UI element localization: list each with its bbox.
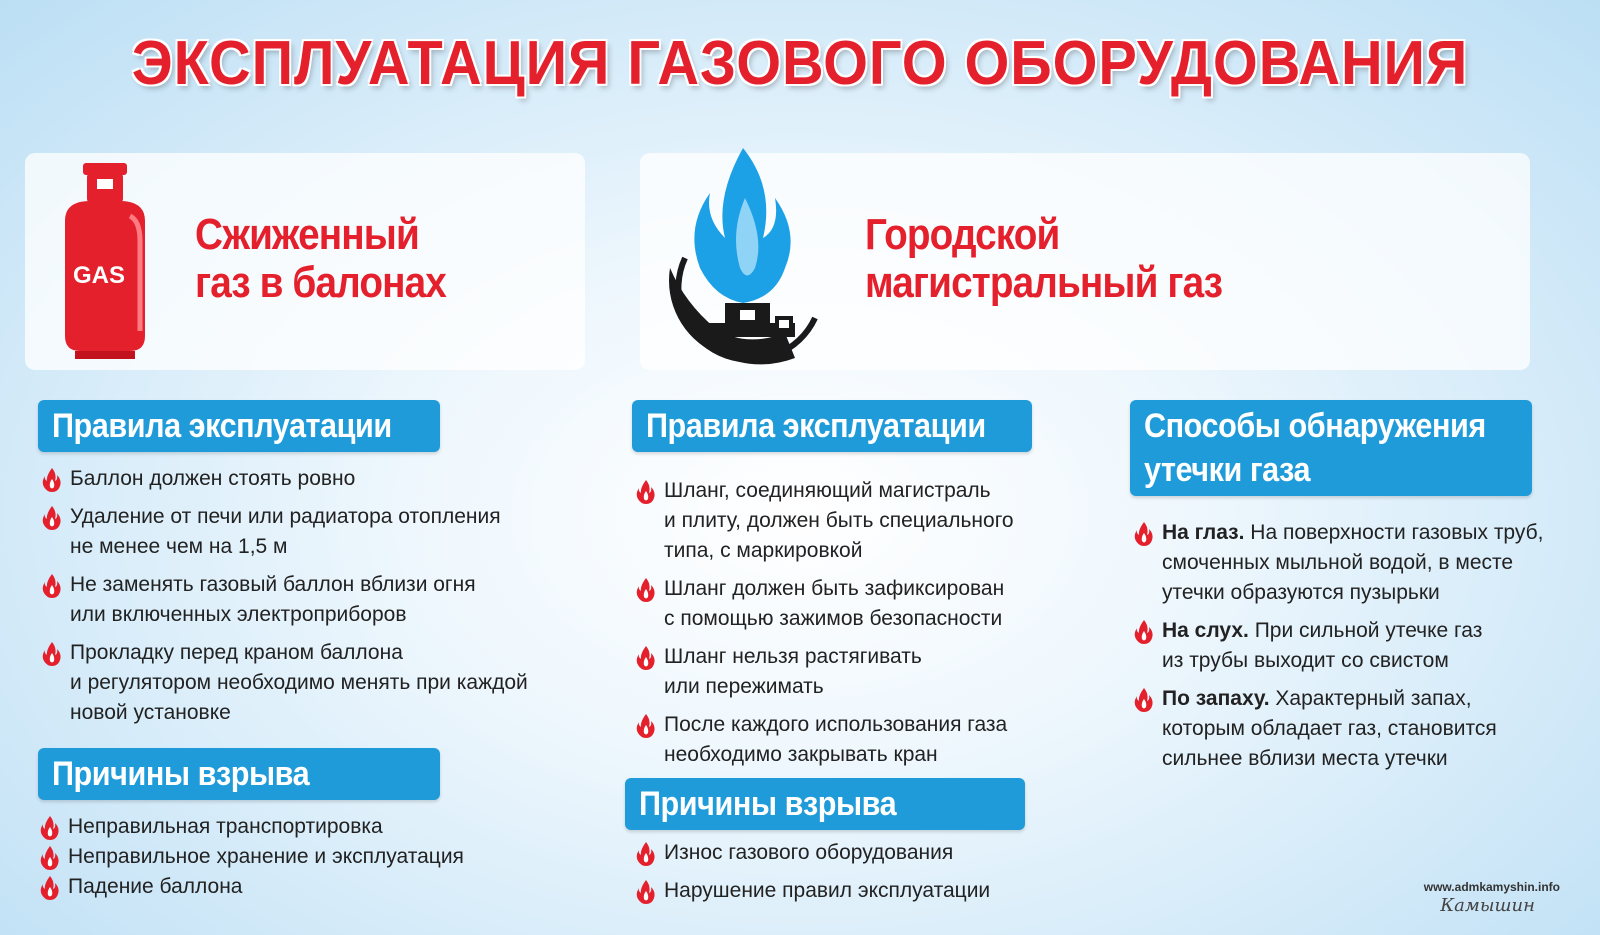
left-causes-header: Причины взрыва	[38, 748, 440, 800]
flame-bullet-icon	[636, 713, 656, 739]
footer-signature: Камышин	[1440, 895, 1535, 916]
list-item-line: или пережимать	[664, 675, 824, 698]
list-item	[632, 642, 1092, 702]
flame-bullet-icon	[636, 645, 656, 671]
flame-bullet-icon	[636, 879, 656, 905]
list-item-line: Шланг, соединяющий магистраль	[664, 479, 991, 502]
left-rules-header: Правила эксплуатации	[38, 400, 440, 452]
detection-method-label: На глаз.	[1162, 521, 1245, 544]
list-item-text: Неправильная транспортировка	[68, 815, 383, 838]
cylinder-label: GAS	[73, 262, 126, 289]
list-item	[36, 842, 596, 872]
detection-header	[1130, 400, 1532, 496]
list-item-line	[1162, 684, 1570, 714]
list-item-line	[1162, 518, 1570, 548]
mid-causes-list	[632, 838, 1092, 914]
list-item	[632, 710, 1092, 770]
flame-bullet-icon	[40, 875, 60, 901]
list-item-line: и плиту, должен быть специального	[664, 509, 1014, 532]
list-item-line: и регулятором необходимо менять при каждой	[70, 671, 528, 694]
list-item-line: Удаление от печи или радиатора отопления	[70, 505, 501, 528]
liquefied-gas-panel	[25, 153, 585, 370]
footer-url: www.admkamyshin.info	[1423, 880, 1560, 894]
list-item-line: Шланг должен быть зафиксирован	[664, 577, 1005, 600]
list-item	[632, 574, 1092, 634]
detection-method-text: Характерный запах,	[1269, 687, 1472, 710]
list-item	[38, 638, 598, 728]
left-rules-list	[38, 464, 598, 736]
list-item	[632, 876, 1092, 906]
list-item	[36, 812, 596, 842]
list-item-text: Нарушение правил эксплуатации	[664, 879, 991, 902]
list-item-text: Неправильное хранение и эксплуатация	[68, 845, 464, 868]
list-item	[632, 476, 1092, 566]
list-item-line: сильнее вблизи места утечки	[1162, 747, 1448, 770]
flame-bullet-icon	[1134, 619, 1154, 645]
list-item-line: новой установке	[70, 701, 231, 724]
detection-list	[1130, 518, 1570, 782]
detection-method-text: На поверхности газовых труб,	[1244, 521, 1544, 544]
list-item-line: Баллон должен стоять ровно	[70, 467, 356, 490]
list-item-line: из трубы выходит со свистом	[1162, 649, 1449, 672]
detection-header-line1: Способы обнаружения	[1144, 407, 1486, 445]
list-item	[38, 464, 598, 494]
gas-cylinder-icon	[45, 161, 165, 361]
city-gas-title	[865, 211, 1222, 307]
flame-bullet-icon	[1134, 521, 1154, 547]
liquefied-gas-title-line1: Сжиженный	[195, 210, 419, 259]
page-title: ЭКСПЛУАТАЦИЯ ГАЗОВОГО ОБОРУДОВАНИЯ	[131, 29, 1469, 98]
city-gas-title-line2: магистральный газ	[865, 258, 1223, 307]
list-item-line: или включенных электроприборов	[70, 603, 407, 626]
list-item-line: с помощью зажимов безопасности	[664, 607, 1003, 630]
mid-rules-list	[632, 476, 1092, 778]
list-item-line	[1162, 616, 1570, 646]
liquefied-gas-title	[195, 211, 446, 307]
flame-bullet-icon	[636, 577, 656, 603]
flame-bullet-icon	[42, 505, 62, 531]
list-item	[38, 502, 598, 562]
list-item	[38, 570, 598, 630]
list-item-text: Падение баллона	[68, 875, 243, 898]
list-item-line: типа, с маркировкой	[664, 539, 863, 562]
detection-method-label: На слух.	[1162, 619, 1249, 642]
city-gas-title-line1: Городской	[865, 210, 1060, 259]
list-item	[1130, 684, 1570, 774]
list-item-line: Прокладку перед краном баллона	[70, 641, 403, 664]
flame-bullet-icon	[636, 479, 656, 505]
left-causes-list	[36, 812, 596, 902]
list-item-line: После каждого использования газа	[664, 713, 1008, 736]
flame-bullet-icon	[42, 573, 62, 599]
list-item-line: которым обладает газ, становится	[1162, 717, 1497, 740]
list-item-line: смоченных мыльной водой, в месте	[1162, 551, 1514, 574]
list-item	[1130, 616, 1570, 676]
flame-bullet-icon	[1134, 687, 1154, 713]
detection-method-text: При сильной утечке газ	[1248, 619, 1483, 642]
list-item-line: утечки образуются пузырьки	[1162, 581, 1440, 604]
list-item-text: Износ газового оборудования	[664, 841, 954, 864]
mid-rules-header: Правила эксплуатации	[632, 400, 1032, 452]
flame-bullet-icon	[636, 841, 656, 867]
flame-bullet-icon	[42, 467, 62, 493]
city-gas-panel	[640, 153, 1530, 370]
mid-causes-header: Причины взрыва	[625, 778, 1025, 830]
list-item	[632, 838, 1092, 868]
list-item-line: не менее чем на 1,5 м	[70, 535, 288, 558]
flame-bullet-icon	[42, 641, 62, 667]
list-item	[36, 872, 596, 902]
list-item-line: Шланг нельзя растягивать	[664, 645, 922, 668]
flame-bullet-icon	[40, 815, 60, 841]
flame-bullet-icon	[40, 845, 60, 871]
gas-flame-icon	[655, 138, 830, 368]
liquefied-gas-title-line2: газ в балонах	[195, 258, 446, 307]
list-item	[1130, 518, 1570, 608]
list-item-line: необходимо закрывать кран	[664, 743, 938, 766]
detection-method-label: По запаху.	[1162, 687, 1270, 710]
detection-header-line2: утечки газа	[1144, 451, 1311, 489]
list-item-line: Не заменять газовый баллон вблизи огня	[70, 573, 476, 596]
